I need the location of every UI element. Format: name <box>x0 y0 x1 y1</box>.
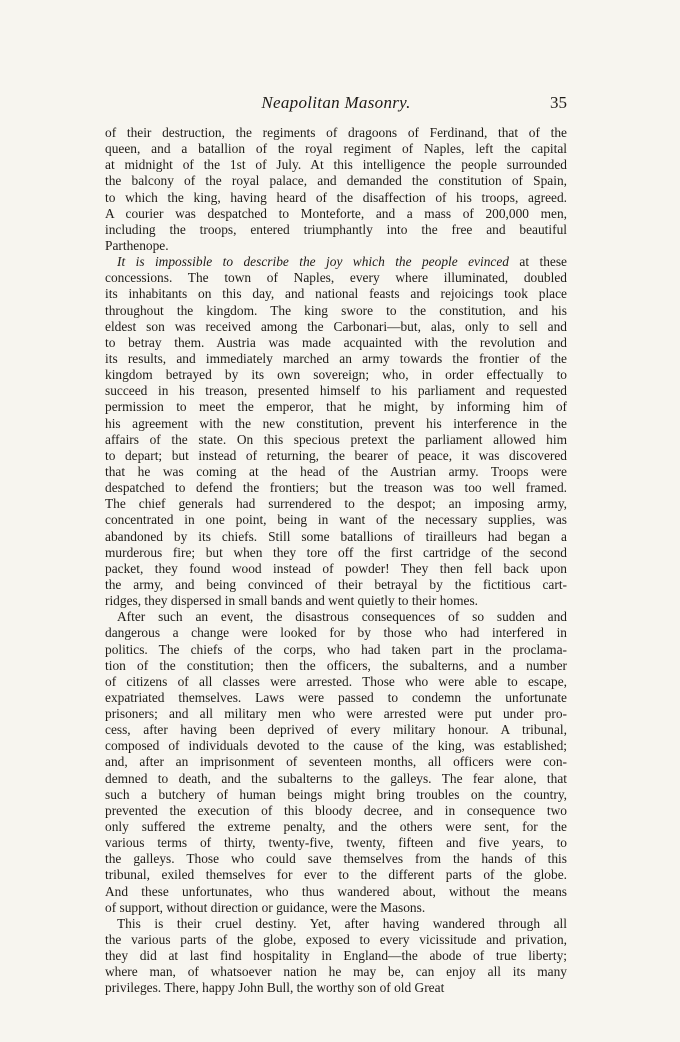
text-line: to betray them. Austria was made acquainted with the revolution and <box>105 334 567 350</box>
text-line: kingdom betrayed by its own sovereign; who, in order effectually to <box>105 367 567 383</box>
text-line: tribunal, exiled themselves for ever to the different parts of the globe. <box>105 867 567 883</box>
text-line: abandoned by its chiefs. Still some batallions of tirailleurs had began a <box>105 528 567 544</box>
text-line: politics. The chiefs of the corps, who had taken part in the proclama- <box>105 641 567 657</box>
text-line: After such an event, the disastrous consequences of so sudden and <box>117 609 567 625</box>
running-title: Neapolitan Masonry. <box>261 93 411 112</box>
text-line: ridges, they dispersed in small bands and went quietly to their homes. <box>105 593 479 609</box>
text-line: prisoners; and all military men who were arrested were put under pro- <box>105 706 567 722</box>
text-line: its results, and immediately marched an army towards the frontier of the <box>105 350 567 366</box>
page-number: 35 <box>550 93 567 112</box>
text-line: and, after an imprisonment of seventeen months, all officers were con- <box>105 754 567 770</box>
text-line: concentrated in one point, being in want of the necessary supplies, was <box>105 512 567 528</box>
text-line: despatched to defend the frontiers; but the treason was too well framed. <box>105 480 567 496</box>
text-line: at midnight of the 1st of July. At this intelligence the people surrounded <box>105 157 567 173</box>
text-line: only suffered the extreme penalty, and the others were sent, for the <box>105 819 567 835</box>
text-line: demned to death, and the subalterns to the galleys. The fear alone, that <box>105 770 567 786</box>
text-line: its inhabitants on this day, and national feasts and rejoicings took place <box>105 286 567 302</box>
text-line: various terms of thirty, twenty-five, twenty, fifteen and five years, to <box>105 835 567 851</box>
text-line: dangerous a change were looked for by those who had interfered in <box>105 625 567 641</box>
text-line: of support, without direction or guidance, were the Masons. <box>105 899 426 915</box>
text-line: they did at last find hospitality in England—the abode of true liberty; <box>105 948 567 964</box>
text-line: packet, they found wood instead of powder! They then fell back upon <box>105 560 567 576</box>
text-line: affairs of the state. On this specious pretext the parliament allowed him <box>105 431 567 447</box>
text-line: A courier was despatched to Monteforte, and a mass of 200,000 men, <box>105 205 567 221</box>
text-line: of citizens of all classes were arrested. Those who were able to escape, <box>105 673 567 689</box>
text-line: to which the king, having heard of the disaffection of his troops, agreed. <box>105 189 567 205</box>
text-line: such a butchery of human beings might bring troubles on the country, <box>105 786 567 802</box>
text-line: composed of individuals devoted to the cause of the king, was established; <box>105 738 567 754</box>
text-line: concessions. The town of Naples, every where illuminated, doubled <box>105 270 567 286</box>
text-line: the balcony of the royal palace, and demanded the constitution of Spain, <box>105 173 567 189</box>
text-line: to depart; but instead of returning, the bearer of peace, it was discovered <box>105 447 567 463</box>
text-line: the galleys. Those who could save themselves from the hands of this <box>105 851 567 867</box>
text-line: that he was coming at the head of the Austrian army. Troops were <box>105 463 567 479</box>
text-line: the army, and being convinced of their betrayal by the fictitious cart- <box>105 576 567 592</box>
text-line: throughout the kingdom. The king swore to the constitution, and his <box>105 302 567 318</box>
text-line: where man, of whatsoever nation he may be, can enjoy all its many <box>105 964 567 980</box>
text-line: expatriated themselves. Laws were passed to condemn the unfortunate <box>105 689 567 705</box>
text-line: eldest son was received among the Carbonari—but, alas, only to sell and <box>105 318 567 334</box>
text-line: succeed in his treason, presented himself to his parliament and requested <box>105 383 567 399</box>
body-text <box>105 125 567 997</box>
text-line: permission to meet the emperor, that he might, by informing him of <box>105 399 567 415</box>
text-line: It is impossible to describe the joy which the people evinced at these <box>117 254 567 270</box>
text-line: queen, and a batallion of the royal regiment of Naples, left the capital <box>105 141 567 157</box>
text-line: The chief generals had surrendered to the despot; an imposing army, <box>105 496 567 512</box>
text-line: And these unfortunates, who thus wandered about, without the means <box>105 883 567 899</box>
text-line: tion of the constitution; then the officers, the subalterns, and a number <box>105 657 567 673</box>
text-line: the various parts of the globe, exposed to every vicissitude and privation, <box>105 932 567 948</box>
page-header <box>105 93 567 115</box>
text-line: of their destruction, the regiments of dragoons of Ferdinand, that of the <box>105 125 567 140</box>
text-line: murderous fire; but when they tore off the first cartridge of the second <box>105 544 567 560</box>
text-line: including the troops, entered triumphantly into the free and beautiful <box>105 221 567 237</box>
text-line: his agreement with the new constitution, prevent his interference in the <box>105 415 567 431</box>
text-line: cess, after having been deprived of every military honour. A tribunal, <box>105 722 567 738</box>
text-line: prevented the execution of this bloody decree, and in consequence two <box>105 802 567 818</box>
text-line: Parthenope. <box>105 237 169 253</box>
text-line: privileges. There, happy John Bull, the worthy son of old Great <box>105 980 445 996</box>
text-line: This is their cruel destiny. Yet, after having wandered through all <box>117 915 567 931</box>
